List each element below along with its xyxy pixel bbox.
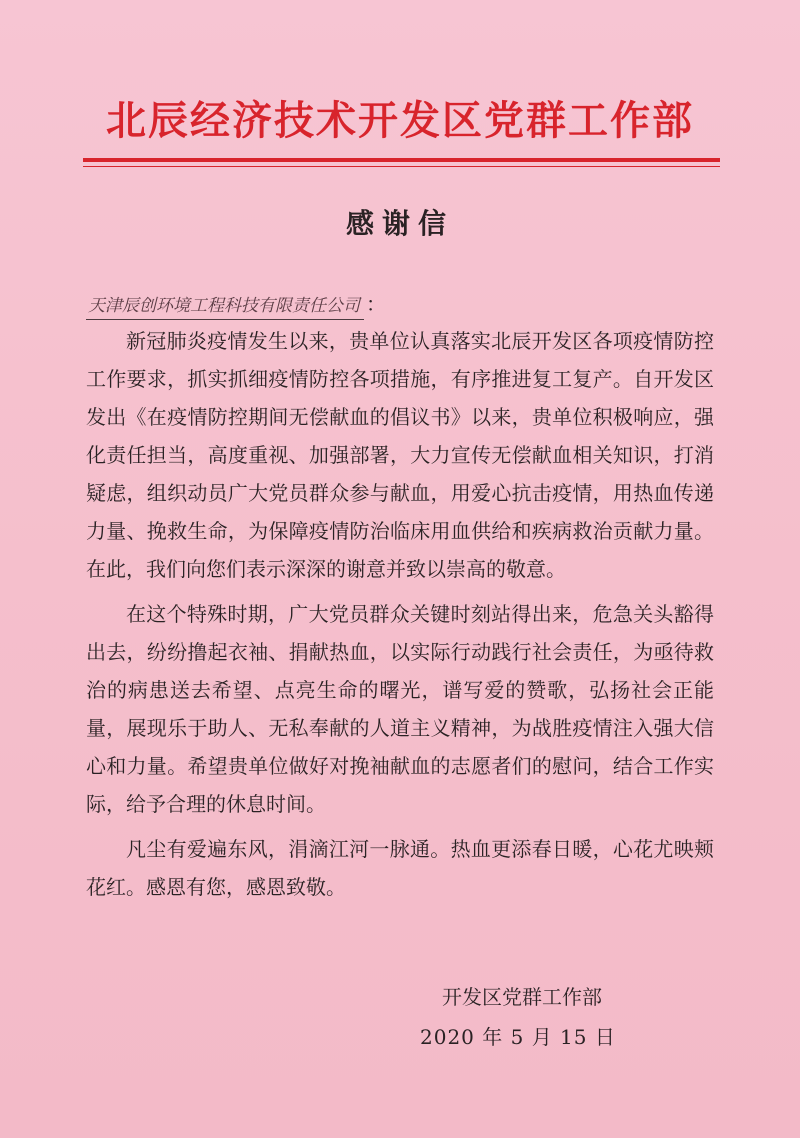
signature-date: 2020 年 5 月 15 日	[420, 1025, 616, 1049]
recipient-line	[86, 287, 386, 321]
body-paragraph-3: 凡尘有爱遍东风，涓滴江河一脉通。热血更添春日暖，心花尤映颊花红。感恩有您，感恩致敬。	[86, 837, 714, 899]
recipient-colon: ：	[366, 292, 386, 316]
recipient-name: 天津辰创环境工程科技有限责任公司	[86, 293, 364, 320]
body-paragraph-2: 在这个特殊时期，广大党员群众关键时刻站得出来，危急关头豁得出去，纷纷撸起衣袖、捐献热血，以实际行动践行社会责任，为亟待救治的病患送去希望、点亮生命的曙光，谱写爱的赞歌，弘扬社会正能量，展现乐于助人、无私奉献的人道主义精神，为战胜疫情注入强大信心和力量。希望贵单位做好对挽袖献血的志愿者们的慰问，结合工作实际，给予合理的休息时间。	[86, 602, 714, 816]
body-paragraph-1: 新冠肺炎疫情发生以来，贵单位认真落实北辰开发区各项疫情防控工作要求，抓实抓细疫情防控各项措施，有序推进复工复产。自开发区发出《在疫情防控期间无偿献血的倡议书》以来，贵单位积极响应，强化责任担当，高度重视、加强部署，大力宣传无偿献血相关知识，打消疑虑，组织动员广大党员群众参与献血，用爱心抗击疫情，用热血传递力量、挽救生命，为保障疫情防治临床用血供给和疾病救治贡献力量。在此，我们向您们表示深深的谢意并致以崇高的敬意。	[86, 329, 714, 581]
signature-organization: 开发区党群工作部	[442, 985, 602, 1009]
document-title: 感谢信	[345, 207, 454, 240]
letterhead-rule-thick	[83, 158, 720, 162]
letterhead-rule-thin	[83, 166, 720, 167]
letter-body	[86, 322, 714, 913]
letterhead-organization: 北辰经济技术开发区党群工作部	[106, 98, 694, 144]
